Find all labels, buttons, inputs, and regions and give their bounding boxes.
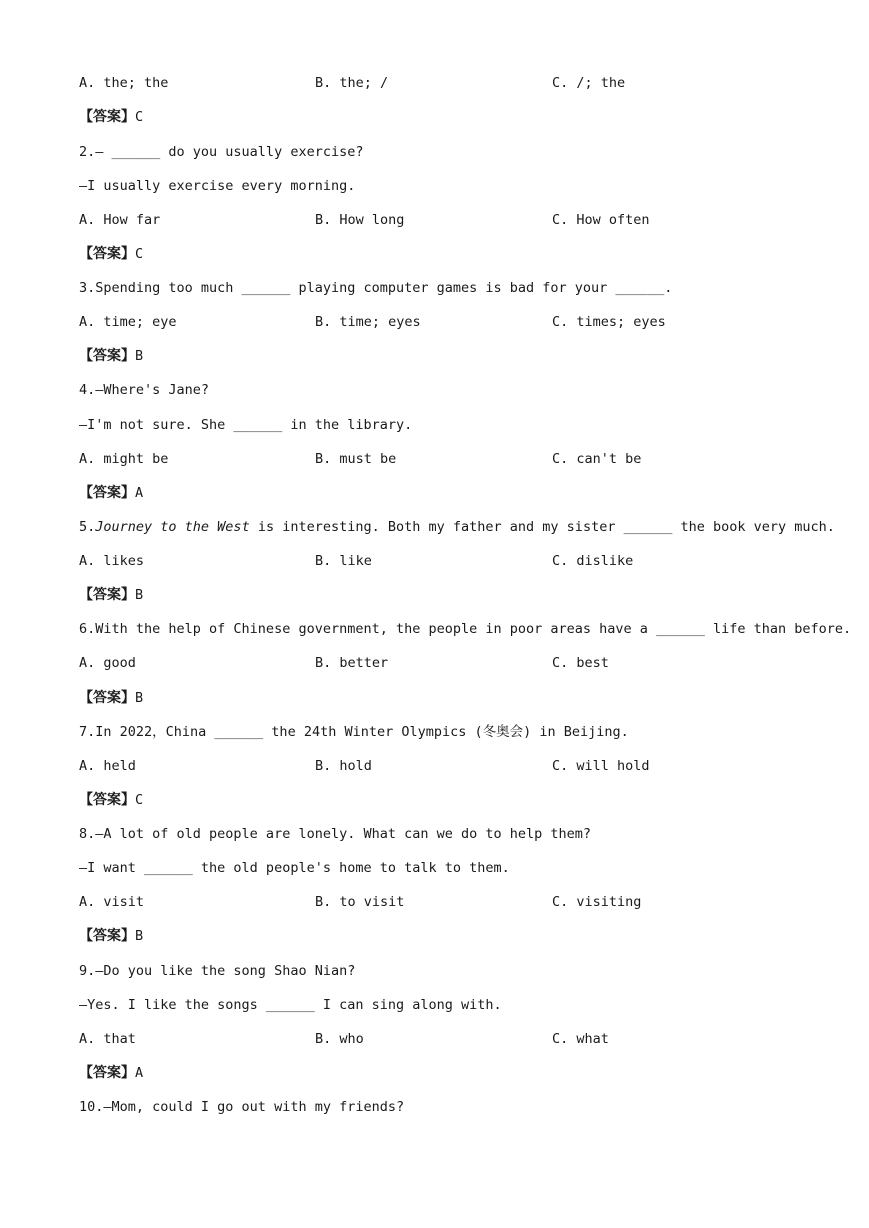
q1-option-c: C. /; the: [552, 75, 626, 91]
answer-label: 【答案】: [79, 792, 135, 808]
q2-stem: 2.— ______ do you usually exercise?: [79, 144, 364, 160]
q6-stem: 6.With the help of Chinese government, the people in poor areas have a ______ life than before.: [79, 621, 852, 637]
q4-answer: [79, 483, 143, 503]
answer-value: C: [135, 792, 144, 808]
answer-label: 【答案】: [79, 109, 135, 125]
q1-option-b: B. the; /: [315, 75, 389, 91]
answer-value: B: [135, 928, 144, 944]
answer-label: 【答案】: [79, 928, 135, 944]
q7-option-a: A. held: [79, 758, 136, 774]
q7-answer: [79, 790, 143, 810]
answer-label: 【答案】: [79, 587, 135, 603]
q2-option-a: A. How far: [79, 212, 161, 228]
q9-stem: 9.—Do you like the song Shao Nian?: [79, 963, 356, 979]
q5-answer: [79, 585, 143, 605]
q5-option-a: A. likes: [79, 553, 145, 569]
q3-option-c: C. times; eyes: [552, 314, 666, 330]
q5-option-b: B. like: [315, 553, 372, 569]
q8-option-b: B. to visit: [315, 894, 405, 910]
answer-value: C: [135, 109, 144, 125]
q5-option-c: C. dislike: [552, 553, 634, 569]
q8-option-c: C. visiting: [552, 894, 642, 910]
q5-stem-rest: is interesting. Both my father and my sister ______ the book very much.: [249, 519, 835, 535]
answer-label: 【答案】: [79, 246, 135, 262]
q8-answer: [79, 926, 143, 946]
q9-option-c: C. what: [552, 1031, 609, 1047]
q5-stem: [79, 517, 835, 537]
q9-option-a: A. that: [79, 1031, 136, 1047]
q4-reply: —I'm not sure. She ______ in the library.: [79, 417, 413, 433]
q4-stem: 4.—Where's Jane?: [79, 382, 210, 398]
q8-stem: 8.—A lot of old people are lonely. What can we do to help them?: [79, 826, 592, 842]
q7-option-c: C. will hold: [552, 758, 650, 774]
q3-answer: [79, 346, 143, 366]
q9-option-b: B. who: [315, 1031, 364, 1047]
q8-option-a: A. visit: [79, 894, 145, 910]
answer-value: B: [135, 587, 144, 603]
q3-option-b: B. time; eyes: [315, 314, 421, 330]
q3-stem: 3.Spending too much ______ playing computer games is bad for your ______.: [79, 280, 673, 296]
q2-option-c: C. How often: [552, 212, 650, 228]
q2-option-b: B. How long: [315, 212, 405, 228]
answer-value: A: [135, 1065, 144, 1081]
q4-option-b: B. must be: [315, 451, 397, 467]
answer-value: B: [135, 690, 144, 706]
q3-option-a: A. time; eye: [79, 314, 177, 330]
answer-label: 【答案】: [79, 485, 135, 501]
q1-option-a: A. the; the: [79, 75, 169, 91]
q4-option-c: C. can't be: [552, 451, 642, 467]
q5-book-title: Journey to the West: [95, 519, 250, 535]
answer-label: 【答案】: [79, 1065, 135, 1081]
answer-value: B: [135, 348, 144, 364]
q10-stem: 10.—Mom, could I go out with my friends?: [79, 1099, 405, 1115]
q7-option-b: B. hold: [315, 758, 372, 774]
q4-option-a: A. might be: [79, 451, 169, 467]
q2-answer: [79, 244, 143, 264]
q2-reply: —I usually exercise every morning.: [79, 178, 356, 194]
answer-label: 【答案】: [79, 348, 135, 364]
q6-answer: [79, 688, 143, 708]
answer-label: 【答案】: [79, 690, 135, 706]
q5-number: 5.: [79, 519, 96, 535]
q1-answer: [79, 107, 143, 127]
q9-reply: —Yes. I like the songs ______ I can sing along with.: [79, 997, 502, 1013]
q6-option-c: C. best: [552, 655, 609, 671]
answer-value: C: [135, 246, 144, 262]
q9-answer: [79, 1063, 143, 1083]
q8-reply: —I want ______ the old people's home to talk to them.: [79, 860, 510, 876]
q6-option-a: A. good: [79, 655, 136, 671]
q6-option-b: B. better: [315, 655, 389, 671]
q7-stem: 7.In 2022，China ______ the 24th Winter Olympics (冬奥会) in Beijing.: [79, 724, 629, 740]
answer-value: A: [135, 485, 144, 501]
